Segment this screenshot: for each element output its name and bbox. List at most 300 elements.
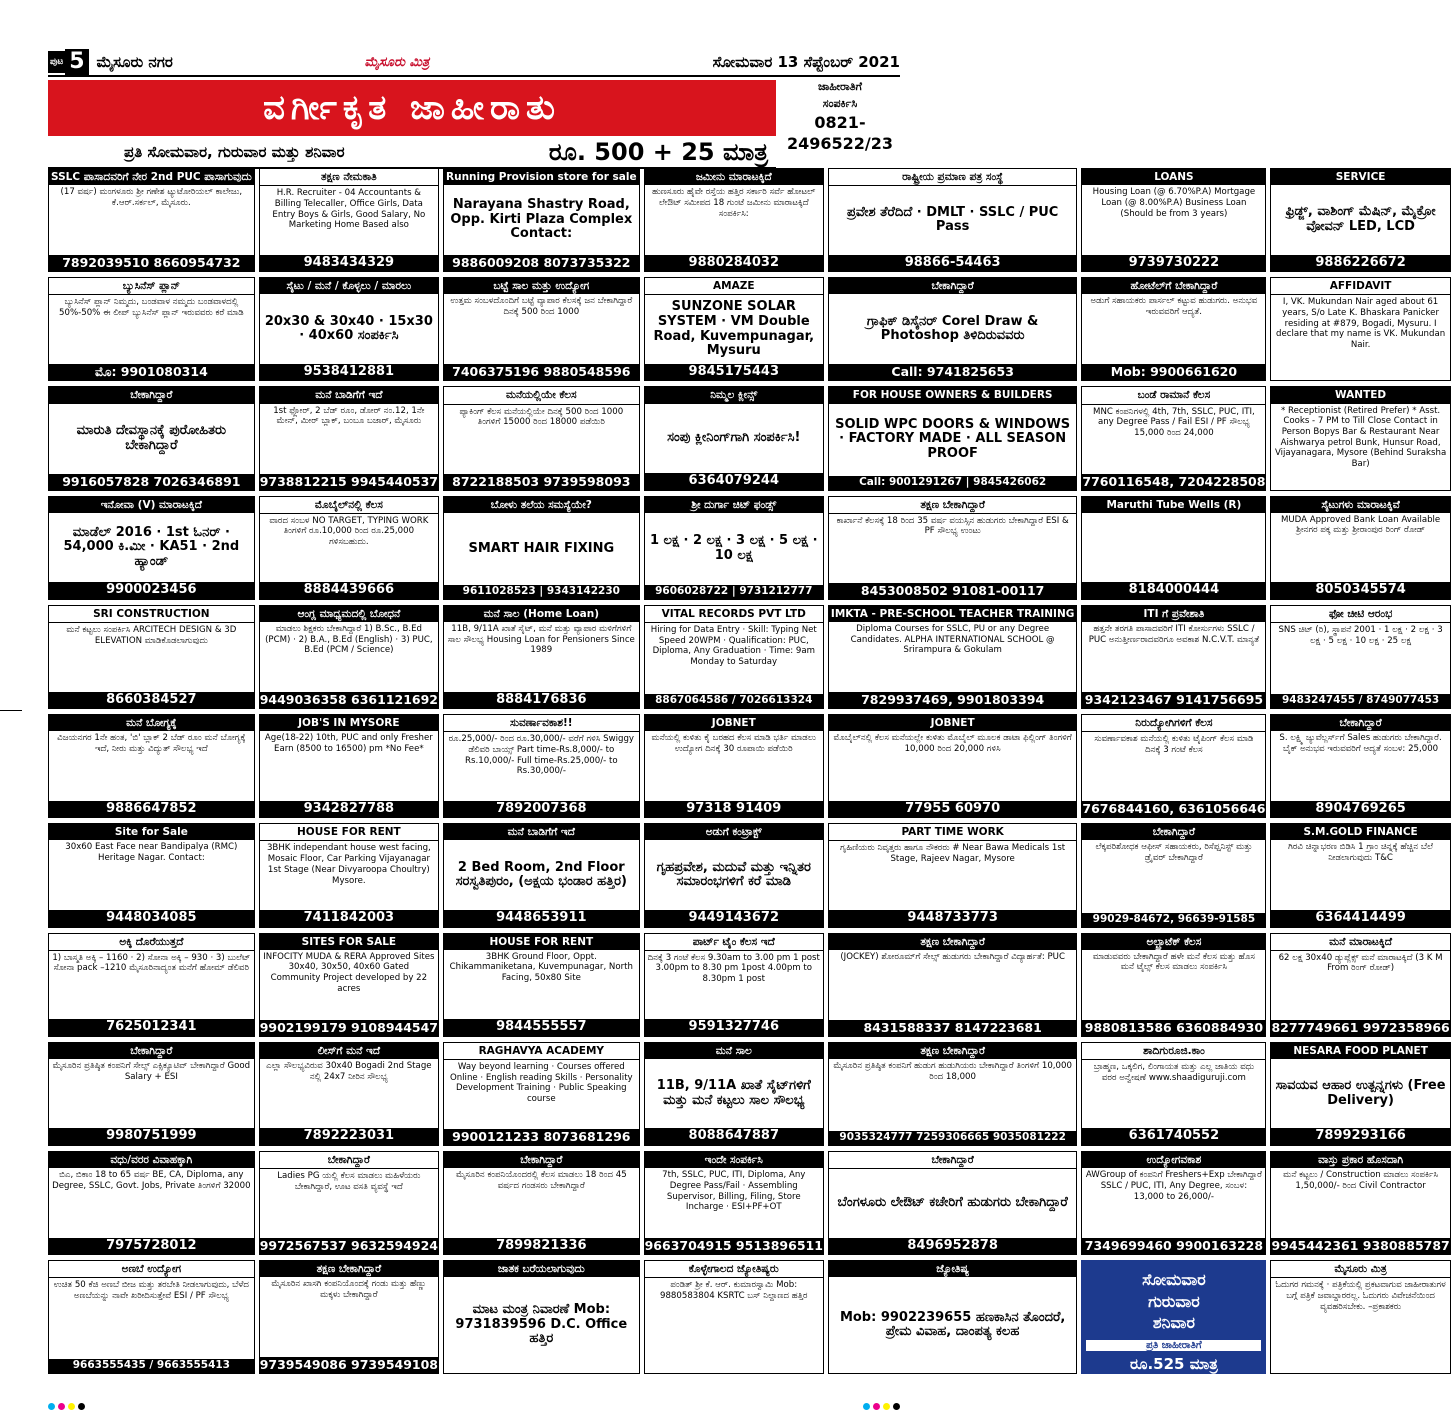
classified-ad xyxy=(828,496,1077,600)
ad-phone: 9845175443 xyxy=(645,364,823,381)
ad-body: 1 ಲಕ್ಷ · 2 ಲಕ್ಷ · 3 ಲಕ್ಷ · 5 ಲಕ್ಷ · 10 ಲಕ್ಷ xyxy=(649,533,818,563)
classified-ad xyxy=(443,168,640,272)
ad-body: 1st ಫ್ಲೋರ್, 2 ಬೆಡ್ ರೂಂ, ಡೋರ್ ನಂ.12, 1ನೇ ಮೇನ್, ಮೀರ್ ಬ್ಲಾಕ್, ಬಂಬೂ ಬಜಾರ್, ಮೈಸೂರು xyxy=(273,405,425,427)
ad-phone: 8277749661 9972358966 xyxy=(1271,1019,1450,1035)
ad-phone: 7406375196 9880548596 xyxy=(444,364,639,380)
classified-ad xyxy=(828,1151,1077,1255)
contact-box xyxy=(780,80,900,170)
ad-body: Diploma Courses for SSLC, PU or any Degree Candidates. ALPHA INTERNATIONAL SCHOOL @ Srirampura & Gokulam xyxy=(850,623,1055,656)
contact-line-1: ಜಾಹೀರಾತಿಗೆ xyxy=(818,80,862,93)
ad-heading: ಇಂದೇ ಸಂಪರ್ಕಿಸಿ xyxy=(645,1152,823,1168)
ad-phone: 9591327746 xyxy=(645,1019,823,1036)
ad-body: Way beyond learning · Courses offered Online · English reading Skills · Personality Development Training · Public Speaking course xyxy=(449,1061,633,1105)
ad-heading: JOBNET xyxy=(829,715,1076,731)
classified-ad xyxy=(48,496,255,600)
classified-ad xyxy=(828,1042,1077,1146)
publish-days-box xyxy=(1081,1260,1266,1374)
ad-heading: ಬೇಕಾಗಿದ್ದಾರೆ xyxy=(49,1043,254,1059)
ad-body: ದಿನಕ್ಕೆ 3 ಗಂಟೆ ಕೆಲಸ 9.30am to 3.00 pm 1 post 3.00pm to 8.30 pm 1post 4.00pm to 8.30pm 1 post xyxy=(647,952,820,985)
ad-phone: 9980751999 xyxy=(49,1128,254,1145)
ad-heading: ಆಂಗ್ಲ ಮಾಧ್ಯಮದಲ್ಲಿ ಬೋಧನೆ xyxy=(260,606,438,622)
classified-ad xyxy=(1081,168,1266,272)
ad-heading: ಜಮೀನು ಮಾರಾಟಕ್ಕಿದೆ xyxy=(645,169,823,185)
ad-phone: 6361740552 xyxy=(1082,1128,1265,1145)
ad-phone: 9538412881 xyxy=(260,364,438,381)
classified-ad xyxy=(1081,496,1266,600)
ad-phone: 9448653911 xyxy=(444,910,639,927)
classified-ad xyxy=(1081,1042,1266,1146)
ad-heading: ತಕ್ಷಣ ಬೇಕಾಗಿದ್ದಾರೆ xyxy=(829,934,1076,950)
ad-phone: 7975728012 xyxy=(49,1238,254,1255)
classified-ad xyxy=(259,1151,439,1255)
classified-ad xyxy=(443,1042,640,1146)
classified-ad xyxy=(644,1042,824,1146)
classified-ad xyxy=(644,496,824,600)
page-badge xyxy=(48,49,89,75)
ad-phone: 9483434329 xyxy=(260,255,438,272)
ad-body: S. ಲಕ್ಷ್ಮಿ ಜ್ಯುವೆಲ್ಲರ್ಸ್‌ಗೆ Sales ಹುಡುಗರು ಬೇಕಾಗಿದ್ದಾರೆ. ಬೈಕ್ ಅನುಭವ ಇರುವವರಿಗೆ ಆದ್ಯತೆ ಸಂಬಳ: 25,000 xyxy=(1279,733,1442,754)
ad-heading: ಸುವರ್ಣಾವಕಾಶ!! xyxy=(444,715,639,732)
ad-heading: JOBNET xyxy=(645,715,823,731)
classified-ad xyxy=(443,496,640,600)
ad-phone: 9448034085 xyxy=(49,910,254,927)
ad-body: SOLID WPC DOORS & WINDOWS · FACTORY MADE · ALL SEASON PROOF xyxy=(835,416,1071,461)
classified-ad xyxy=(443,823,640,927)
classified-ad xyxy=(644,714,824,818)
ad-phone: 9886647852 xyxy=(49,801,254,818)
classified-ad xyxy=(48,1042,255,1146)
classified-ad xyxy=(1270,168,1450,272)
ad-body: ಪ್ರವೇಶ ತೆರೆದಿದೆ · DMLT · SSLC / PUC Pass xyxy=(846,204,1059,235)
ad-body: Age(18-22) 10th, PUC and only Fresher Earn (8500 to 16500) pm *No Fee* xyxy=(264,733,433,754)
ad-body: ಬೆಂಗಳೂರು ಲೇಔಟ್ ಕಚೇರಿಗೆ ಹುಡುಗರು ಬೇಕಾಗಿದ್ದಾರೆ xyxy=(837,1195,1068,1211)
ad-phone: 9342827788 xyxy=(260,801,438,818)
ad-heading: ಮನೆ ಸಾಲ (Home Loan) xyxy=(444,606,639,622)
ad-phone: Call: 9741825653 xyxy=(829,364,1076,380)
ad-heading: Running Provision store for sale xyxy=(444,169,639,185)
issue-date: ಸೋಮವಾರ 13 ಸೆಪ್ಟೆಂಬರ್ 2021 xyxy=(712,53,900,71)
ad-body: ಹುಣಸೂರು ಹೈವೇ ರಸ್ತೆಯ ಹತ್ತಿರ ಸರ್ಕಾರಿ ಸರ್ವೆ ಹೋಟಲ್ ಲೇಔಟ್ ಸಮೀಪದ 18 ಗುಂಟೆ ಜಮೀನು ಮಾರಾಟಕ್ಕಿದೆ ಸಂಪರ್ಕಿಸಿ: xyxy=(652,187,816,219)
ad-heading: HOUSE FOR RENT xyxy=(444,934,639,950)
ad-heading: AFFIDAVIT xyxy=(1271,278,1449,295)
ad-body: 1) ಬಾಸ್ಮತಿ ಅಕ್ಕಿ – 1160 · 2) ಸೋನಾ ಅಕ್ಕಿ – 930 · 3) ಬುಲೆಟ್ ಸೋನಾ pack –1210 ಮೈಸೂರಿನಾದ್ಯಂತ ಮನೆಗೆ ಹೋಮ್ ಡೆಲಿವರಿ xyxy=(52,952,251,974)
ad-heading: ಶಾದಿಗುರೂಜಿ.ಕಾಂ xyxy=(1082,1043,1265,1060)
ad-body: 3BHK independant house west facing, Mosaic Floor, Car Parking Vijayanagar 1st Stage (Near Divyaroopa Choultry) Mysore. xyxy=(266,843,431,886)
classified-ad xyxy=(1081,1151,1266,1255)
classified-ad xyxy=(828,1260,1077,1374)
classified-ad xyxy=(828,714,1077,818)
classified-ad xyxy=(1270,823,1450,927)
ad-heading: Site for Sale xyxy=(49,824,254,840)
ad-body: 20x30 & 30x40 · 15x30 · 40x60 ಸಂಪರ್ಕಿಸಿ xyxy=(264,313,433,344)
ad-heading: NESARA FOOD PLANET xyxy=(1271,1043,1449,1059)
ad-heading: ಇನೋವಾ (V) ಮಾರಾಟಕ್ಕಿದೆ xyxy=(49,497,254,513)
ad-heading: PART TIME WORK xyxy=(829,824,1076,841)
ad-body: ಮಾಡುವವರು ಬೇಕಾಗಿದ್ದಾರೆ ಹಳೇ ಮನೆ ಕೆಲಸ ಮತ್ತು ಹೊಸ ಮನೆ ಟೈಲ್ಸ್ ಕೆಲಸ ಮಾಡಲು ಸಂಪರ್ಕಿಸಿ xyxy=(1092,951,1255,973)
ad-heading: ಮೈಸೂರು ಮಿತ್ರ xyxy=(1271,1261,1449,1278)
ad-phone: 9449036358 6361121692 xyxy=(259,692,439,708)
ad-phone: 9902199179 9108944547 xyxy=(259,1019,439,1035)
ad-heading: FOR HOUSE OWNERS & BUILDERS xyxy=(829,387,1076,403)
classified-ad xyxy=(48,168,255,272)
classified-ad xyxy=(828,605,1077,709)
classified-ad xyxy=(259,605,439,709)
ad-body: ಮಾಡಲು ಶಿಕ್ಷಕರು ಬೇಕಾಗಿದ್ದಾರೆ 1) B.Sc., B.Ed (PCM) · 2) B.A., B.Ed (English) · 3) PUC, B.Ed (PCM / Science) xyxy=(265,623,433,656)
ad-body: ವಿಜಯನಗರ 1ನೇ ಹಂತ, 'ಬಿ' ಬ್ಲಾಕ್ 2 ಬೆಡ್ ರೂಂ ಮನೆ ಬೋಗ್ಯಕ್ಕೆ ಇದೆ, ನೀರು ಮತ್ತು ವಿದ್ಯುತ್ ಸೌಲಭ್ಯ ಇದೆ xyxy=(57,733,246,754)
ad-body: Hiring for Data Entry · Skill: Typing Net Speed 20WPM · Qualification: PUC, Diploma, Any Graduation · Time: 9am Monday to Saturday xyxy=(650,624,817,668)
ad-heading: ಪಾರ್ಟ್ ಟೈಂ ಕೆಲಸ ಇದೆ xyxy=(645,934,823,951)
ad-body: ಕಾರ್ಖಾನೆ ಕೆಲಸಕ್ಕೆ 18 ರಿಂದ 35 ವರ್ಷ ವಯಸ್ಸಿನ ಹುಡುಗರು ಬೇಕಾಗಿದ್ದಾರೆ ESI & PF ಸೌಲಭ್ಯ ಉಂಟು xyxy=(836,515,1069,537)
ad-heading: ಜ್ಯೋತಿಷ್ಯ xyxy=(829,1261,1076,1277)
ad-phone: 9900023456 xyxy=(49,582,254,599)
ad-body: ಮೈಸೂರಿನ ಪ್ರತಿಷ್ಠಿತ ಕಂಪನಿಗೆ ಹುಡುಗ ಹುಡುಗಿಯರು ಬೇಕಾಗಿದ್ದಾರೆ ತಿಂಗಳಿಗೆ 10,000 ರಿಂದ 18,000 xyxy=(833,1060,1072,1082)
ad-body: I, VK. Mukundan Nair aged about 61 years, S/o Late K. Bhaskara Panicker residing at #879, Bogadi, Mysuru. I declare that my name is VK. Mukundan Nair. xyxy=(1276,297,1446,351)
ad-phone: 77955 60970 xyxy=(829,801,1076,818)
classified-ad xyxy=(828,277,1077,381)
special-line3: ಶನಿವಾರ xyxy=(1152,1313,1195,1333)
ad-phone: 7625012341 xyxy=(49,1019,254,1036)
classified-banner xyxy=(48,80,776,136)
classified-ad xyxy=(48,605,255,709)
banner-title: ವರ್ಗೀಕೃತ ಜಾಹೀರಾತು xyxy=(263,88,561,128)
ad-body: ಲೆಕ್ಕಪರಿಶೋಧಕ ಆಫೀಸ್ ಸಹಾಯಕರು, ರಿಸೆಪ್ಷನಿಸ್ಟ್ ಮತ್ತು ಡ್ರೈವರ್ ಬೇಕಾಗಿದ್ದಾರೆ xyxy=(1095,842,1253,864)
ad-heading: ಫೋ ಚೀಟಿ ಆರಂಭ xyxy=(1271,606,1449,623)
ad-phone: 7676844160, 6361056646 xyxy=(1082,801,1266,817)
classified-ad xyxy=(1270,933,1450,1037)
ad-heading: ನಿಮ್ಮಲ ಕ್ಲೀನ್ಸ್ xyxy=(645,387,823,403)
classified-ad xyxy=(644,933,824,1037)
ad-heading: ಬೇಕಾಗಿದ್ದಾರೆ xyxy=(829,1152,1076,1169)
ad-phone: 8904769265 xyxy=(1271,801,1449,818)
ad-phone: 7411842003 xyxy=(260,910,438,927)
ad-heading: HOUSE FOR RENT xyxy=(260,824,438,841)
ad-body: ಎಲ್ಲಾ ಸೌಲಭ್ಯವಿರುವ 30x40 Bogadi 2nd Stage ನಲ್ಲಿ 24x7 ನೀರಿನ ಸೌಲಭ್ಯ xyxy=(266,1060,432,1082)
ad-phone: 9880813586 6360884930 xyxy=(1082,1020,1265,1036)
special-tag: ಪ್ರತಿ ಜಾಹೀರಾತಿಗೆ xyxy=(1086,1340,1261,1351)
ad-heading: RAGHAVYA ACADEMY xyxy=(444,1043,639,1060)
classified-ad xyxy=(259,714,439,818)
special-line1: ಸೋಮವಾರ xyxy=(1142,1270,1206,1290)
ad-body: * Receptionist (Retired Prefer) * Asst. Cooks - 7 PM to Till Close Contact in Person Bopys Bar & Restaurant Near Aishwarya petrol Bunk, Hunsur Road, Vijayanagara, Mysore (Behind Suraksha Bar) xyxy=(1274,405,1447,470)
ad-body: ಗ್ರಾಫಿಕ್ ಡಿಸೈನರ್ Corel Draw & Photoshop ತಿಳಿದಿರುವವರು xyxy=(866,313,1039,344)
classified-ad xyxy=(48,277,255,381)
contact-line-2: ಸಂಪರ್ಕಿಸಿ xyxy=(822,97,858,110)
ad-body: ಮಾರುತಿ ದೇವಸ್ಥಾನಕ್ಕೆ ಪುರೋಹಿತರು ಬೇಕಾಗಿದ್ದಾರೆ xyxy=(76,423,227,453)
ad-heading: S.M.GOLD FINANCE xyxy=(1271,824,1449,840)
ad-phone: 8050345574 xyxy=(1271,582,1449,599)
ad-body: MUDA Approved Bank Loan Available ಶ್ರೀನಗರ ಪಕ್ಕ ಮತ್ತು ಶ್ರೀರಾಂಪುರ ರಿಂಗ್ ರೋಡ್ xyxy=(1280,514,1441,536)
ad-phone: 99029-84672, 96639-91585 xyxy=(1082,913,1265,927)
registration-dots-left xyxy=(48,1403,85,1415)
page-number: 5 xyxy=(65,49,88,75)
classified-ad xyxy=(443,386,640,490)
classified-ad xyxy=(828,168,1077,272)
ad-body: AWGroup of ಕಂಪನಿಗೆ Freshers+Exp ಬೇಕಾಗಿದ್ದಾರೆ SSLC / PUC, ITI, Any Degree, ಸಂಬಳ: 13,000 to 26,000/- xyxy=(1085,1170,1262,1202)
ad-heading: ಬ್ಯುಸಿನೆಸ್ ಪ್ಲಾನ್ xyxy=(49,278,254,295)
ad-heading: ಮನೆಯಲ್ಲಿಯೇ ಕೆಲಸ xyxy=(444,387,639,404)
classified-ad xyxy=(644,605,824,709)
registration-dots-right xyxy=(863,1403,900,1415)
ad-body: ಮೈಸೂರಿನ ಕಂಪನಿಯೊಂದರಲ್ಲಿ ಕೆಲಸ ಮಾಡಲು 18 ರಿಂದ 45 ವರ್ಷದ ಗಂಡಸರು ಬೇಕಾಗಿದ್ದಾರೆ xyxy=(455,1170,627,1191)
ad-body: Mob: 9902239655 ಹಣಕಾಸಿನ ತೊಂದರೆ, ಪ್ರೇಮ ವಿವಾಹ, ದಾಂಪತ್ಯ ಕಲಹ xyxy=(839,1309,1066,1340)
ad-phone: 9606028722 | 9731212777 xyxy=(645,585,823,599)
classified-ad xyxy=(48,823,255,927)
ad-body: ಪಂಡಿತ್ ಶ್ರೀ ಕೆ. ಆರ್. ಕುಮಾರಸ್ವಾಮಿ Mob: 9880583804 KSRTC ಬಸ್ ನಿಲ್ದಾಣದ ಹತ್ತಿರ xyxy=(659,1280,808,1302)
ad-heading: ಉದ್ಯೋಗವಕಾಶ xyxy=(1082,1152,1265,1168)
classified-ad xyxy=(1081,277,1266,381)
ad-phone: 8660384527 xyxy=(49,692,254,709)
ad-body: (JOCKEY) ಶೋರೂಮ್‌ಗೆ ಸೇಲ್ಸ್ ಹುಡುಗರು ಬೇಕಾಗಿದ್ದಾರೆ ವಿದ್ಯಾರ್ಹತೆ: PUC xyxy=(840,951,1065,962)
ad-phone: 7760116548, 7204228508 xyxy=(1082,473,1266,489)
ad-phone: 6364079244 xyxy=(645,473,823,490)
ad-body: 7th, SSLC, PUC, ITI, Diploma, Any Degree Pass/Fail · Assembling Supervisor, Billing, Filing, Store Incharge · ESI+PF+OT xyxy=(662,1170,806,1213)
classified-ad xyxy=(443,605,640,709)
classified-ad xyxy=(259,496,439,600)
ad-phone: 7829937469, 9901803394 xyxy=(829,692,1076,708)
classified-ad xyxy=(1270,1260,1450,1374)
contact-phone: 2496522/23 xyxy=(786,134,894,153)
ad-body: SMART HAIR FIXING xyxy=(468,540,615,556)
ad-heading: ಸೈಟು / ಮನೆ / ಕೊಳ್ಳಲು / ಮಾರಲು xyxy=(260,278,438,294)
ad-heading: ಬೇಕಾಗಿದ್ದಾರೆ xyxy=(49,387,254,403)
ad-phone: 9738812215 9945440537 xyxy=(259,473,439,489)
special-line2: ಗುರುವಾರ xyxy=(1148,1291,1200,1311)
ad-heading: ಮೊಬೈಲ್‌ನಲ್ಲಿ ಕೆಲಸ xyxy=(260,497,438,514)
publish-days: ಪ್ರತಿ ಸೋಮವಾರ, ಗುರುವಾರ ಮತ್ತು ಶನಿವಾರ xyxy=(124,143,345,161)
ad-phone: 7892039510 8660954732 xyxy=(49,255,254,271)
ad-phone: ಮೊ: 9901080314 xyxy=(49,364,254,380)
ad-body: Housing Loan (@ 6.70%P.A) Mortgage Loan (@ 8.00%P.A) Business Loan (Should be from 3 years) xyxy=(1092,187,1256,219)
ad-heading: ಕೊಳ್ಳೇಗಾಲದ ಜ್ಯೋತಿಷ್ಯರು xyxy=(645,1261,823,1278)
ad-heading: JOB'S IN MYSORE xyxy=(260,715,438,731)
ad-phone: 9972567537 9632594924 xyxy=(259,1238,439,1254)
ad-body: ಮನೆ ಕಟ್ಟಲು ಸಂಪರ್ಕಿಸಿ ARCITECH DESIGN & 3D ELEVATION ಮಾಡಿಕೊಡಲಾಗುವುದು xyxy=(66,624,237,646)
ad-phone: Call: 9001291267 | 9845426062 xyxy=(829,476,1076,490)
section-name: ಮೈಸೂರು ನಗರ xyxy=(96,53,173,71)
classified-ad xyxy=(644,386,824,490)
ad-phone: 8088647887 xyxy=(645,1128,823,1145)
classified-ad xyxy=(443,714,640,818)
classified-ad xyxy=(443,277,640,381)
classified-ad xyxy=(48,386,255,490)
ad-body: 62 ಲಕ್ಷ 30x40 ಡ್ಯುಪ್ಲೆಕ್ಸ್ ಮನೆ ಮಾರಾಟಕ್ಕಿದೆ (3 K M From ರಿಂಗ್ ರೋಡ್) xyxy=(1278,952,1443,974)
ad-heading: IMKTA - PRE-SCHOOL TEACHER TRAINING xyxy=(829,606,1076,622)
ad-body: H.R. Recruiter - 04 Accountants & Billing Telecaller, Office Girls, Data Entry Boys & Girls, Good Salary, No Marketing Home Based also xyxy=(272,188,426,231)
ad-phone: Mob: 9900661620 xyxy=(1082,364,1265,380)
ad-body: ಮನೆ ಕಟ್ಟಲು / Construction ಮಾಡಲು ಸಂಪರ್ಕಿಸಿ 1,50,000/- ರಿಂದ Civil Contractor xyxy=(1283,1170,1439,1191)
ad-heading: ಅಕ್ಕಿ ದೊರೆಯುತ್ತದೆ xyxy=(49,934,254,951)
classified-grid xyxy=(48,168,1450,1374)
ad-phone: 9483247455 / 8749077453 xyxy=(1271,694,1449,708)
ad-body: (17 ವರ್ಷ) ಮಂಗಳೂರು ಶ್ರೀ ಗಣೇಶ ಟ್ಯುಟೋರಿಯಲ್ ಕಾಲೇಜು, ಕೆ.ಆರ್.ಸರ್ಕಲ್, ಮೈಸೂರು. xyxy=(60,187,243,208)
ad-body: Ladies PG ಯಲ್ಲಿ ಕೆಲಸ ಮಾಡಲು ಮಹಿಳೆಯರು ಬೇಕಾಗಿದ್ದಾರೆ, ಊಟ ವಸತಿ ವ್ಯವಸ್ಥೆ ಇದೆ xyxy=(277,1171,421,1192)
classified-ad xyxy=(259,386,439,490)
ad-heading: ನಿರುದ್ಯೋಗಿಗಳಿಗೆ ಕೆಲಸ xyxy=(1082,715,1265,732)
ad-body: ಗೃಹಿಣಿಯರು ನಿವೃತ್ತರು ಹಾಗೂ ನೌಕರರು # Near Bawa Medicals 1st Stage, Rajeev Nagar, Mysore xyxy=(840,843,1066,865)
ad-body: SNS ಚಿಟ್ (ರಿ), ಸ್ಥಾಪನೆ 2001 · 1 ಲಕ್ಷ · 2 ಲಕ್ಷ · 3 ಲಕ್ಷ · 5 ಲಕ್ಷ · 10 ಲಕ್ಷ · 25 ಲಕ್ಷ xyxy=(1278,624,1443,646)
page-label: ಪುಟ xyxy=(48,51,65,73)
ad-heading: ಲೀಸ್‌ಗೆ ಮನೆ ಇದೆ xyxy=(260,1043,438,1059)
ad-body: ಗಿರವಿ ಚಿನ್ನಾಭರಣ ಬಿಡಿಸಿ 1 ಗ್ರಾಂ ಚಿನ್ನಕ್ಕೆ ಹೆಚ್ಚಿನ ಬೆಲೆ ನೀಡಲಾಗುವುದು T&C xyxy=(1288,842,1433,864)
special-price: ರೂ.525 ಮಾತ್ರ xyxy=(1129,1355,1218,1373)
classified-ad xyxy=(1270,1042,1450,1146)
ad-heading: ಮನೆ ಬಾಡಿಗೆಗೆ ಇದೆ xyxy=(444,824,639,840)
ad-phone: 8867064586 / 7026613324 xyxy=(645,694,823,708)
classified-ad xyxy=(1270,277,1450,381)
ad-phone: 7892223031 xyxy=(260,1128,438,1145)
ad-heading: ಬಟ್ಟೆ ಸಾಲ ಮತ್ತು ಉದ್ಯೋಗ xyxy=(444,278,639,294)
ad-body: SUNZONE SOLAR SYSTEM · VM Double Road, Kuvempunagar, Mysuru xyxy=(653,299,815,359)
ad-phone: 9880284032 xyxy=(645,255,823,272)
ad-phone: 7899293166 xyxy=(1271,1128,1449,1145)
ad-body: ಮೈಸೂರಿನ ಖಾಸಗಿ ಕಂಪನಿಯೊಂದಕ್ಕೆ ಗಂಡು ಮತ್ತು ಹೆಣ್ಣು ಮಕ್ಕಳು ಬೇಕಾಗಿದ್ದಾರೆ xyxy=(271,1279,427,1301)
ad-phone: 9663555435 / 9663555413 xyxy=(49,1359,254,1373)
classified-ad xyxy=(644,168,824,272)
ad-heading: ಶ್ರೀ ದುರ್ಗಾ ಚಿಟ್ ಫಂಡ್ಸ್ xyxy=(645,497,823,513)
classified-ad xyxy=(443,1151,640,1255)
ad-heading: Maruthi Tube Wells (R) xyxy=(1082,497,1265,513)
ad-body: ಸಂಪು ಕ್ಲೀನಿಂಗ್‌ಗಾಗಿ ಸಂಪರ್ಕಿಸಿ! xyxy=(667,430,801,446)
classified-ad xyxy=(1081,714,1266,818)
ad-phone: 8496952878 xyxy=(829,1238,1076,1255)
ad-heading: ತಕ್ಷಣ ಬೇಕಾಗಿದ್ದಾರೆ xyxy=(829,1043,1076,1059)
ad-heading: ಮನೆ ಮಾರಾಟಕ್ಕಿದೆ xyxy=(1271,934,1449,951)
registration-marks xyxy=(48,1403,900,1415)
ad-phone: 9886009208 8073735322 xyxy=(444,255,639,271)
ad-heading: ಬೇಕಾಗಿದ್ದಾರೆ xyxy=(260,1152,438,1169)
classified-ad xyxy=(1270,714,1450,818)
fold-mark xyxy=(0,710,22,711)
ad-body: ಹತ್ತನೇ ತರಗತಿ ಪಾಸಾದವರಿಗೆ ITI ಕೋರ್ಸುಗಳು SSLC / PUC ಅನುತ್ತೀರ್ಣರಾದವರಿಗೂ ಅವಕಾಶ N.C.V.T. ಮಾನ್ಯತೆ xyxy=(1088,623,1260,645)
classified-ad xyxy=(1270,386,1450,490)
ad-body: ಉಚಿತ 50 ಕೆಜಿ ಅಣಬೆ ಬೀಜ ಮತ್ತು ತರಬೇತಿ ನೀಡಲಾಗುವುದು, ಬೆಳೆದ ಅಣಬೆಯನ್ನು ನಾವೇ ಖರೀದಿಸುತ್ತೇವೆ ESI / PF ಸೌಲಭ್ಯ xyxy=(53,1280,249,1302)
ad-body: ಮೊಬೈಲ್‌ನಲ್ಲಿ ಕೆಲಸ ಮನೆಯಲ್ಲೇ ಕುಳಿತು ಮೊಬೈಲ್ ಮೂಲಕ ಡಾಟಾ ಫಿಲ್ಲಿಂಗ್ ತಿಂಗಳಿಗೆ 10,000 ರಿಂದ 20,000 ಗಳಿಸಿ xyxy=(833,733,1072,754)
ad-heading: LOANS xyxy=(1082,169,1265,185)
schedule-bar xyxy=(48,137,776,169)
ad-phone: 8453008502 91081-00117 xyxy=(829,583,1076,599)
ad-body: ಓದುಗರ ಗಮನಕ್ಕೆ · ಪತ್ರಿಕೆಯಲ್ಲಿ ಪ್ರಕಟವಾಗುವ ಜಾಹೀರಾತುಗಳ ಬಗ್ಗೆ ಪತ್ರಿಕೆ ಜವಾಬ್ದಾರರಲ್ಲ. ಓದುಗರು ವಿವೇಚನೆಯಿಂದ ವ್ಯವಹರಿಸಬೇಕು. –ಪ್ರಕಾಶಕರು xyxy=(1275,1280,1446,1312)
ad-heading: ತಕ್ಷಣ ನೇಮಕಾತಿ xyxy=(260,169,438,186)
ad-phone: 97318 91409 xyxy=(645,801,823,818)
classified-ad xyxy=(259,168,439,272)
ad-heading: VITAL RECORDS PVT LTD xyxy=(645,606,823,623)
classified-ad xyxy=(259,1042,439,1146)
ad-phone: 7349699460 9900163228 xyxy=(1082,1238,1265,1254)
ad-body xyxy=(1082,513,1265,583)
ad-phone: 9739549086 9739549108 xyxy=(259,1357,439,1372)
ad-body: Narayana Shastry Road, Opp. Kirti Plaza Complex Contact: xyxy=(450,197,633,242)
ad-body: ಉತ್ತಮ ಸಂಬಳದೊಂದಿಗೆ ಬಟ್ಟೆ ವ್ಯಾಪಾರ ಕೆಲಸಕ್ಕೆ ಜನ ಬೇಕಾಗಿದ್ದಾರೆ ದಿನಕ್ಕೆ 500 ರಿಂದ 1000 xyxy=(450,296,633,318)
classified-ad xyxy=(1270,1151,1450,1255)
ad-phone: 9449143672 xyxy=(645,910,823,927)
ad-heading: AMAZE xyxy=(645,278,823,295)
classified-ad xyxy=(1081,386,1266,490)
ad-heading: ವಾಸ್ತು ಪ್ರಕಾರ ಹೊಸದಾಗಿ xyxy=(1271,1152,1449,1168)
classified-ad xyxy=(48,933,255,1037)
masthead xyxy=(48,49,900,77)
ad-body: ಸಾವಯವ ಆಹಾರ ಉತ್ಪನ್ನಗಳು (Free Delivery) xyxy=(1275,1078,1446,1108)
ad-heading: ಹೋಟೆಲ್‌ಗೆ ಬೇಕಾಗಿದ್ದಾರೆ xyxy=(1082,278,1265,294)
ad-body: ಮಾಡೆಲ್ 2016 · 1st ಓನರ್ · 54,000 ಕಿ.ಮೀ · KA51 · 2nd ಹ್ಯಾಂಡ್ xyxy=(63,524,240,569)
ad-phone: 8184000444 xyxy=(1082,582,1265,599)
ad-phone: 8884439666 xyxy=(260,582,438,599)
classified-ad xyxy=(1081,823,1266,927)
classified-ad xyxy=(48,1260,255,1374)
ad-phone: 8722188503 9739598093 xyxy=(444,474,639,490)
ad-heading: WANTED xyxy=(1271,387,1449,403)
classified-ad xyxy=(644,1260,824,1374)
ad-body: ವಾರದ ಸಂಬಳ NO TARGET, TYPING WORK ತಿಂಗಳಿಗೆ ರೂ.10,000 ರಿಂದ ರೂ.25,000 ಗಳಿಸಬಹುದು. xyxy=(269,515,429,548)
classified-ad xyxy=(644,1151,824,1255)
ad-body: ಗೃಹಪ್ರವೇಶ, ಮದುವೆ ಮತ್ತು ಇನ್ನಿತರ ಸಮಾರಂಭಗಳಿಗೆ ಕರೆ ಮಾಡಿ xyxy=(656,859,811,890)
ad-phone: 9916057828 7026346891 xyxy=(49,474,254,490)
ad-phone: 7892007368 xyxy=(444,801,639,818)
contact-phone-prefix: 0821- xyxy=(814,113,866,132)
ad-heading: SSLC ಪಾಸಾದವರಿಗೆ ನೇರ 2nd PUC ಪಾಸಾಗುವುದು xyxy=(49,169,254,185)
ad-heading: ಬೋಳು ತಲೆಯ ಸಮಸ್ಯೆಯೇ? xyxy=(444,497,639,513)
ad-body: MNC ಕಂಪನಿಗಳಲ್ಲಿ 4th, 7th, SSLC, PUC, ITI, any Degree Pass / Fail ESI / PF ಸೌಲಭ್ಯ 15,000 ರಿಂದ 24,000 xyxy=(1093,406,1255,438)
classified-ad xyxy=(1081,605,1266,709)
classified-ad xyxy=(443,933,640,1037)
classified-ad xyxy=(1270,605,1450,709)
ad-phone: 9611028523 | 9343142230 xyxy=(444,585,639,599)
ad-heading: ಮನೆ ಸಾಲ xyxy=(645,1043,823,1059)
ad-phone: 8431588337 8147223681 xyxy=(829,1020,1076,1036)
ad-body: ಮಾಟ ಮಂತ್ರ ನಿವಾರಣೆ Mob: 9731839596 D.C. Office ಹತ್ತಿರ xyxy=(455,1302,628,1347)
ad-phone: 9945442361 9380885787 xyxy=(1271,1238,1450,1254)
ad-heading: ಅಡುಗೆ ಕಂಟ್ರಾಕ್ಟ್ xyxy=(645,824,823,840)
ad-phone: 7899821336 xyxy=(444,1238,639,1255)
ad-phone: 9448733773 xyxy=(829,910,1076,927)
ad-body: ಮನೆಯಲ್ಲಿ ಕುಳಿತು ಕೈ ಬರಹದ ಕೆಲಸ ಮಾಡಿ ಭರ್ತಿ ಮಾಡಲು ಉದ್ಯೋಗ ದಿನಕ್ಕೆ 30 ರೂಪಾಯಿ ಪಡೆಯಿರಿ xyxy=(651,733,817,754)
ad-body: 11B, 9/11A ಖಾತೆ ಸೈಟ್‌ಗಳಿಗೆ ಮತ್ತು ಮನೆ ಕಟ್ಟಲು ಸಾಲ ಸೌಲಭ್ಯ xyxy=(656,1078,811,1108)
ad-heading: ಮನೆ ಬೋಗ್ಯಕ್ಕೆ xyxy=(49,715,254,731)
classified-ad xyxy=(644,823,824,927)
ad-price: ರೂ. 500 + 25 ಮಾತ್ರ xyxy=(548,138,768,166)
ad-heading: ತಕ್ಷಣ ಬೇಕಾಗಿದ್ದಾರೆ xyxy=(260,1261,438,1277)
ad-body: ಸುವರ್ಣಾವಕಾಶ ಮನೆಯಲ್ಲಿ ಕುಳಿತು ಟೈಪಿಂಗ್ ಕೆಲಸ ಮಾಡಿ ದಿನಕ್ಕೆ 3 ಗಂಟೆ ಕೆಲಸ xyxy=(1094,734,1254,755)
ad-body: ಮೈಸೂರಿನ ಪ್ರತಿಷ್ಠಿತ ಕಂಪನಿಗೆ ಸೇಲ್ಸ್ ಎಕ್ಸಿಕ್ಯೂಟಿವ್ ಬೇಕಾಗಿದ್ದಾರೆ Good Salary + ESI xyxy=(52,1060,251,1082)
ad-phone: 98866-54463 xyxy=(829,255,1076,272)
paper-logo: ಮೈಸೂರು ಮಿತ್ರ xyxy=(364,54,430,70)
ad-phone: 9739730222 xyxy=(1082,255,1265,272)
ad-phone: 8884176836 xyxy=(444,692,639,709)
ad-heading: SRI CONSTRUCTION xyxy=(49,606,254,623)
ad-heading: ಅಲ್ಟ್ರಾಟೆಕ್ ಕೆಲಸ xyxy=(1082,934,1265,950)
ad-body: ರೂ.25,000/- ರಿಂದ ರೂ.30,000/- ವರೆಗೆ ಗಳಿಸಿ Swiggy ಡೆಲಿವರಿ ಬಾಯ್ಸ್ Part time-Rs.8,000/- to Rs.10,000/- Full time-Rs.25,000/- to Rs.30,000/- xyxy=(448,734,634,777)
ad-phone: 9844555557 xyxy=(444,1019,639,1036)
ad-heading: ಮನೆ ಬಾಡಿಗೆಗೆ ಇದೆ xyxy=(260,387,438,403)
ad-body: 2 Bed Room, 2nd Floor ಸರಸ್ವತಿಪುರಂ, (ಅಕ್ಷಯ ಭಂಡಾರ ಹತ್ತಿರ) xyxy=(455,859,627,890)
ad-body: ಬಿಎ, ಬಿಕಾಂ 18 to 65 ವರ್ಷ BE, CA, Diploma, any Degree, SSLC, Govt. Jobs, Private ತಿಂಗಳಿಗೆ 32000 xyxy=(52,1170,251,1191)
classified-ad xyxy=(259,823,439,927)
classified-ad xyxy=(48,714,255,818)
ad-body: ಬ್ರಾಹ್ಮಣ, ಒಕ್ಕಲಿಗ, ಲಿಂಗಾಯತ ಮತ್ತು ಎಲ್ಲ ಜಾತಿಯ ವಧು ವರರ ಅನ್ವೇಷಣೆ www.shaadiguruji.com xyxy=(1093,1061,1255,1083)
classified-ad xyxy=(828,933,1077,1037)
classified-ad xyxy=(443,1260,640,1374)
ad-heading: ಬೇಕಾಗಿದ್ದಾರೆ xyxy=(1271,715,1449,731)
ad-body: ಬ್ಯುಸಿನೆಸ್ ಪ್ಲಾನ್ ನಿಮ್ಮದು, ಬಂಡವಾಳ ನಮ್ಮದು ಬಂಡವಾಳದಲ್ಲಿ 50%-50% ಈ ಲೀಪ್ ಬ್ಯುಸಿನೆಸ್ ಪ್ಲಾನ್ ಇರುವವರು ಕರೆ ಮಾಡಿ xyxy=(59,297,244,319)
ad-heading: SITES FOR SALE xyxy=(260,934,438,950)
classified-ad xyxy=(1081,933,1266,1037)
ad-heading: ಬೇಕಾಗಿದ್ದಾರೆ xyxy=(829,278,1076,294)
ad-body: INFOCITY MUDA & RERA Approved Sites 30x40, 30x50, 40x60 Gated Community Project developed by 22 acres xyxy=(263,951,435,994)
ad-body: ಅಡುಗೆ ಸಹಾಯಕರು ಪಾರ್ಸಲ್ ಕಟ್ಟುವ ಹುಡುಗರು. ಅನುಭವ ಇರುವವರಿಗೆ ಆದ್ಯತೆ. xyxy=(1090,296,1258,318)
classified-ad xyxy=(828,386,1077,490)
ad-heading: ಬಂಡೆ ರಾಮಾನೆ ಕೆಲಸ xyxy=(1082,387,1265,404)
classified-ad xyxy=(259,1260,439,1374)
classified-ad xyxy=(48,1151,255,1255)
